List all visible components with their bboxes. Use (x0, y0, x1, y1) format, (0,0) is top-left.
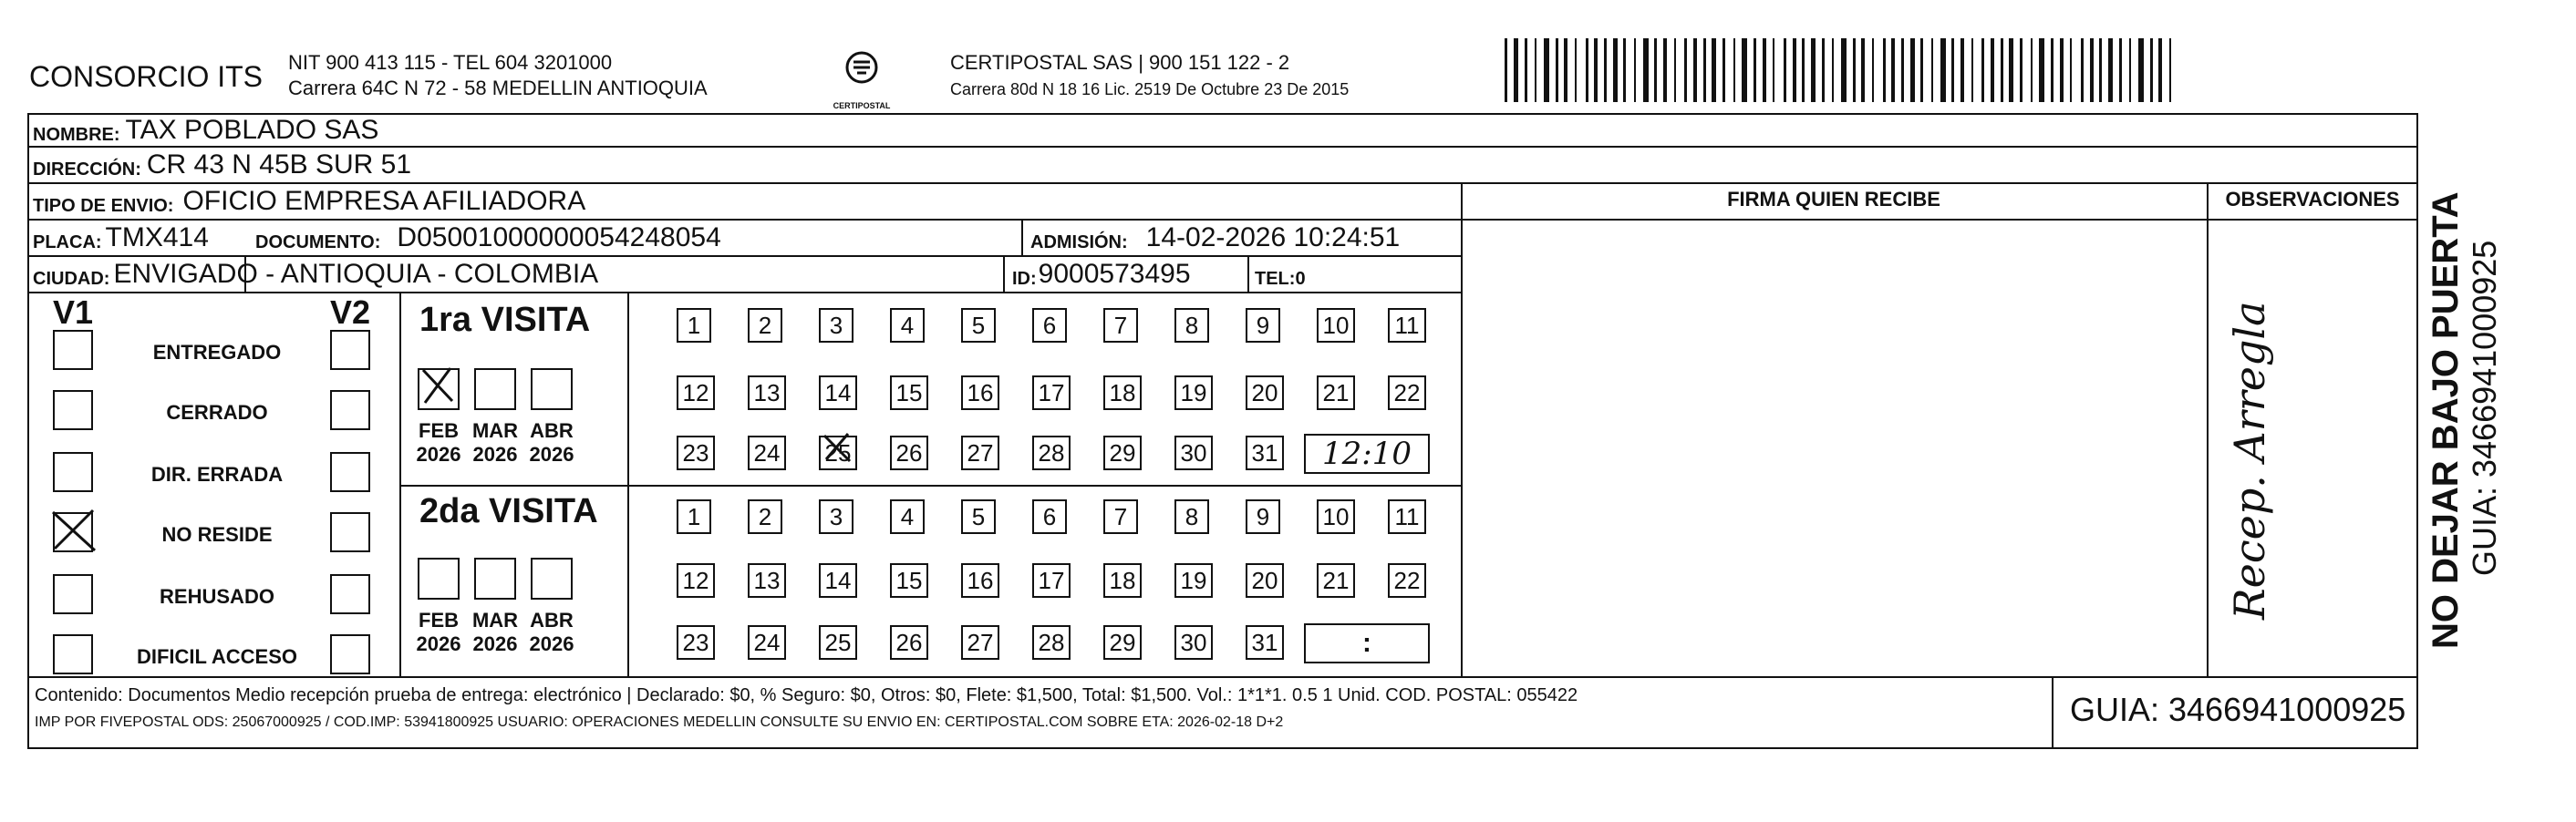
admision-value: 14-02-2026 10:24:51 (1145, 222, 1401, 252)
month-year: 2026 (472, 632, 518, 655)
day-box[interactable]: 29 (1103, 436, 1142, 470)
placa-label: PLACA: (33, 232, 102, 252)
side-guia: GUIA: 3466941000925 (2466, 240, 2503, 576)
admision-label: ADMISIÓN: (1030, 232, 1128, 252)
barcode-bar (1872, 38, 1874, 102)
company-nit-line: NIT 900 413 115 - TEL 604 3201000 (288, 51, 613, 74)
month-label (468, 609, 522, 656)
tipo-envio-value: OFICIO EMPRESA AFILIADORA (182, 186, 586, 216)
barcode-bar (1505, 38, 1507, 102)
direccion-label: DIRECCIÓN: (33, 159, 141, 180)
barcode-bar (2081, 38, 2084, 102)
barcode-bar (1535, 38, 1536, 102)
day-box[interactable]: 24 (748, 625, 786, 660)
day-box[interactable]: 11 (1388, 499, 1426, 534)
month-name: MAR (471, 609, 519, 632)
day-box[interactable]: 16 (961, 563, 999, 598)
month-checkbox[interactable] (531, 558, 573, 600)
barcode-bar (1634, 38, 1636, 102)
day-box[interactable]: 2 (748, 308, 782, 343)
barcode-bar (1613, 38, 1618, 102)
barcode-bar (2001, 38, 2003, 102)
barcode-bar (1891, 38, 1895, 102)
documento-value: D05001000000054248054 (397, 222, 721, 252)
barcode-bar (1841, 38, 1847, 102)
day-box[interactable]: 21 (1317, 563, 1355, 598)
day-box[interactable]: 28 (1032, 625, 1071, 660)
month-year: 2026 (472, 443, 518, 466)
barcode-bar (1960, 38, 1964, 102)
side-warning: NO DEJAR BAJO PUERTA (2426, 191, 2466, 649)
barcode-bar (1525, 38, 1527, 102)
day-box[interactable]: 1 (677, 308, 711, 343)
day-box[interactable]: 18 (1103, 563, 1142, 598)
day-box[interactable]: 1 (677, 499, 711, 534)
documento-label: DOCUMENTO: (255, 232, 381, 252)
barcode-bar (1544, 38, 1549, 102)
id-value: 9000573495 (1038, 259, 1191, 289)
day-box[interactable]: 12 (677, 375, 715, 410)
ciudad-value: ENVIGADO - ANTIOQUIA - COLOMBIA (113, 259, 599, 289)
barcode-bar (1910, 38, 1915, 102)
month-checkbox[interactable] (418, 368, 460, 410)
status-label: DIR. ERRADA (150, 463, 284, 486)
day-box[interactable]: 5 (961, 308, 996, 343)
day-box[interactable]: 8 (1174, 308, 1209, 343)
barcode-bar (1514, 38, 1518, 102)
barcode-bar (2108, 38, 2113, 102)
barcode-bar (1784, 38, 1786, 102)
v1-checkbox[interactable] (53, 574, 93, 614)
first-visit-title: 1ra VISITA (419, 301, 591, 339)
day-box[interactable]: 31 (1246, 625, 1284, 660)
barcode-bar (1951, 38, 1954, 102)
day-box[interactable]: 6 (1032, 308, 1067, 343)
status-label: DIFICIL ACCESO (136, 645, 297, 668)
barcode-bar (1684, 38, 1687, 102)
barcode-bar (2070, 38, 2072, 102)
barcode-bar (2060, 38, 2064, 102)
barcode-bar (1594, 38, 1598, 102)
barcode-bar (2039, 38, 2044, 102)
observaciones-handwriting: Recep. Arregla (2225, 301, 2274, 620)
id-label: ID: (1012, 269, 1037, 289)
barcode-bar (1556, 38, 1558, 102)
day-box[interactable]: 16 (961, 375, 999, 410)
day-box[interactable]: 14 (819, 563, 857, 598)
barcode-bar (1703, 38, 1706, 102)
month-year: 2026 (529, 632, 574, 655)
day-box[interactable]: 8 (1174, 499, 1209, 534)
v2-checkbox[interactable] (330, 452, 370, 492)
id-row (1012, 257, 1191, 290)
day-box[interactable]: 22 (1388, 563, 1426, 598)
month-year: 2026 (529, 443, 574, 466)
barcode-bar (1733, 38, 1735, 102)
barcode-bar (1604, 38, 1607, 102)
day-box[interactable]: 6 (1032, 499, 1067, 534)
barcode-bar (1723, 38, 1725, 102)
status-label: REHUSADO (160, 585, 274, 608)
day-box[interactable]: 10 (1317, 308, 1355, 343)
barcode-bar (2009, 38, 2013, 102)
barcode-bar (1883, 38, 1886, 102)
day-box[interactable]: 17 (1032, 375, 1071, 410)
ciudad-label: CIUDAD: (33, 269, 110, 289)
tipo-envio-row (33, 184, 585, 217)
day-box[interactable]: 26 (890, 436, 928, 470)
company-address-line: Carrera 64C N 72 - 58 MEDELLIN ANTIOQUIA (288, 77, 708, 99)
barcode-bar (1674, 38, 1676, 102)
barcode-bar (1564, 38, 1567, 102)
day-box[interactable]: 18 (1103, 375, 1142, 410)
month-checkbox[interactable] (474, 368, 516, 410)
month-label (411, 419, 466, 467)
month-label (468, 419, 522, 467)
day-box[interactable]: 9 (1246, 499, 1280, 534)
v2-checkbox[interactable] (330, 512, 370, 552)
day-box[interactable]: 20 (1246, 563, 1284, 598)
status-label: NO RESIDE (161, 523, 273, 546)
month-checkbox[interactable] (531, 368, 573, 410)
day-box[interactable]: 21 (1317, 375, 1355, 410)
v1-checkbox[interactable] (53, 452, 93, 492)
barcode-bar (2150, 38, 2153, 102)
day-box[interactable]: 13 (748, 375, 786, 410)
barcode-bar (1971, 38, 1973, 102)
barcode-bar (1654, 38, 1657, 102)
barcode-bar (1742, 38, 1747, 102)
status-label: CERRADO (166, 401, 268, 424)
day-box[interactable]: 24 (748, 436, 786, 470)
day-box[interactable]: 15 (890, 375, 928, 410)
v1-checkbox[interactable] (53, 330, 93, 370)
nombre-label: NOMBRE: (33, 125, 120, 145)
day-box[interactable]: 23 (677, 625, 715, 660)
nombre-row (33, 113, 378, 146)
day-box[interactable]: 12 (677, 563, 715, 598)
day-box[interactable]: 30 (1174, 436, 1213, 470)
barcode-bar (1811, 38, 1816, 102)
day-box[interactable]: 14 (819, 375, 857, 410)
day-box[interactable]: 29 (1103, 625, 1142, 660)
day-box[interactable]: 26 (890, 625, 928, 660)
ciudad-row (33, 257, 598, 290)
day-box[interactable]: 11 (1388, 308, 1426, 343)
day-box[interactable]: 3 (819, 499, 853, 534)
month-year: 2026 (416, 632, 461, 655)
v2-checkbox[interactable] (330, 574, 370, 614)
day-box[interactable]: 22 (1388, 375, 1426, 410)
barcode-bar (1861, 38, 1865, 102)
month-name: MAR (471, 419, 519, 442)
barcode-bar (1991, 38, 1994, 102)
barcode-bar (1586, 38, 1588, 102)
v1-checkbox[interactable] (53, 634, 93, 674)
company-name: CONSORCIO ITS (29, 60, 264, 93)
barcode-bar (1712, 38, 1716, 102)
certipostal-logo (830, 47, 894, 110)
second-visit-title: 2da VISITA (419, 492, 598, 530)
barcode-bar (1793, 38, 1796, 102)
v1-checkbox[interactable] (53, 390, 93, 430)
tel-label: TEL: (1255, 269, 1296, 289)
barcode-bar (1981, 38, 1984, 102)
month-name: ABR (530, 609, 574, 632)
barcode-bar (2090, 38, 2094, 102)
carrier-license-line: Carrera 80d N 18 16 Lic. 2519 De Octubre 23 De 2015 (950, 80, 1350, 98)
barcode-bar (1920, 38, 1923, 102)
month-name: FEB (419, 419, 459, 442)
day-box[interactable]: 9 (1246, 308, 1280, 343)
barcode-bar (1763, 38, 1766, 102)
day-box[interactable]: 3 (819, 308, 853, 343)
firma-header: FIRMA QUIEN RECIBE (1727, 188, 1940, 211)
barcode-bar (2169, 38, 2171, 102)
day-box[interactable]: 27 (961, 436, 999, 470)
barcode-bar (1643, 38, 1649, 102)
v2-checkbox[interactable] (330, 330, 370, 370)
day-box[interactable]: 4 (890, 499, 925, 534)
barcode-bar (1623, 38, 1626, 102)
day-box[interactable]: 5 (961, 499, 996, 534)
barcode-bar (1822, 38, 1825, 102)
month-label (411, 609, 466, 656)
footer-guia: GUIA: 3466941000925 (2070, 691, 2406, 728)
month-checkbox[interactable] (418, 558, 460, 600)
day-box[interactable]: 2 (748, 499, 782, 534)
barcode-bar (1693, 38, 1697, 102)
month-year: 2026 (416, 443, 461, 466)
day-box[interactable]: 25 (819, 625, 857, 660)
admision-row (1030, 221, 1400, 253)
barcode-bar (2119, 38, 2122, 102)
nombre-value: TAX POBLADO SAS (125, 115, 379, 145)
barcode-bar (1575, 38, 1577, 102)
placa-row (33, 221, 209, 253)
day-box[interactable]: 4 (890, 308, 925, 343)
barcode-bar (1853, 38, 1856, 102)
barcode-bar (1940, 38, 1946, 102)
v2-checkbox[interactable] (330, 634, 370, 674)
tipo-envio-label: TIPO DE ENVIO: (33, 196, 174, 216)
day-box[interactable]: 7 (1103, 308, 1138, 343)
day-box[interactable]: 23 (677, 436, 715, 470)
tel-value: 0 (1295, 269, 1306, 289)
barcode (1505, 38, 2179, 102)
day-box[interactable]: 10 (1317, 499, 1355, 534)
second-visit-time: : (1362, 628, 1371, 658)
second-visit-time-box[interactable] (1304, 623, 1430, 663)
barcode-bar (2099, 38, 2102, 102)
month-label (524, 419, 579, 467)
month-name: ABR (530, 419, 574, 442)
direccion-value: CR 43 N 45B SUR 51 (146, 149, 412, 180)
day-box[interactable]: 17 (1032, 563, 1071, 598)
v1-checkbox[interactable] (53, 512, 93, 552)
v2-label: V2 (330, 293, 371, 331)
barcode-bar (1832, 38, 1834, 102)
tel-row (1255, 257, 1306, 290)
first-visit-time: 12:10 (1322, 436, 1412, 472)
day-box[interactable]: 27 (961, 625, 999, 660)
carrier-line: CERTIPOSTAL SAS | 900 151 122 - 2 (950, 51, 1290, 74)
day-box[interactable]: 30 (1174, 625, 1213, 660)
observaciones-header: OBSERVACIONES (2225, 188, 2400, 211)
placa-value: TMX414 (105, 222, 209, 252)
barcode-bar (1901, 38, 1904, 102)
month-checkbox[interactable] (474, 558, 516, 600)
day-box[interactable]: 31 (1246, 436, 1284, 470)
v2-checkbox[interactable] (330, 390, 370, 430)
barcode-bar (1773, 38, 1774, 102)
month-name: FEB (419, 609, 459, 632)
footer-contenido: Contenido: Documentos Medio recepción prueba de entrega: electrónico | Declarado: $0, % Seguro: $0, Otros: $0, Flete: $1,500, Total: $1,500. Vol.: 1*1*1. 0.5 1 Unid. COD. POSTAL: 055422 (35, 685, 1578, 705)
barcode-bar (2020, 38, 2023, 102)
barcode-bar (2051, 38, 2054, 102)
direccion-row (33, 148, 411, 180)
barcode-bar (1663, 38, 1667, 102)
day-box[interactable]: 20 (1246, 375, 1284, 410)
day-box[interactable]: 13 (748, 563, 786, 598)
day-box[interactable]: 15 (890, 563, 928, 598)
day-box[interactable]: 7 (1103, 499, 1138, 534)
logo-text: CERTIPOSTAL (833, 101, 891, 110)
barcode-bar (2129, 38, 2131, 102)
barcode-bar (1931, 38, 1933, 102)
barcode-bar (2031, 38, 2033, 102)
day-box[interactable]: 28 (1032, 436, 1071, 470)
barcode-bar (2138, 38, 2144, 102)
documento-row (255, 221, 721, 253)
day-box[interactable]: 19 (1174, 563, 1213, 598)
day-box[interactable]: 25 (819, 436, 857, 470)
day-box[interactable]: 19 (1174, 375, 1213, 410)
footer-imp: IMP POR FIVEPOSTAL ODS: 25067000925 / COD.IMP: 53941800925 USUARIO: OPERACIONES MEDELLIN CONSULTE SU ENVIO EN: CERTIPOSTAL.COM SOBRE ETA: 2026-02-18 D+2 (35, 714, 1284, 730)
status-label: ENTREGADO (152, 341, 282, 364)
barcode-bar (1754, 38, 1756, 102)
barcode-bar (2158, 38, 2162, 102)
month-label (524, 609, 579, 656)
v1-label: V1 (53, 293, 94, 331)
barcode-bar (1802, 38, 1805, 102)
first-visit-time-box[interactable] (1304, 434, 1430, 474)
